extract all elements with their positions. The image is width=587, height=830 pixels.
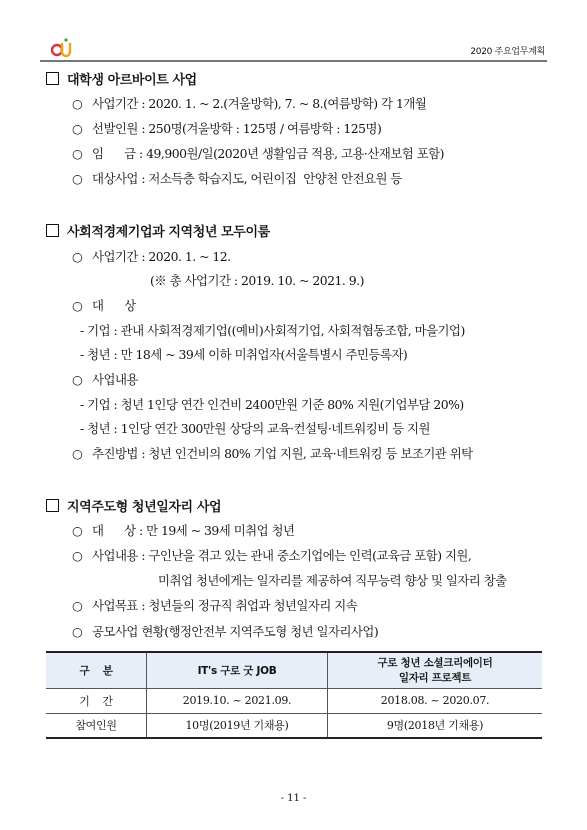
- list-item: ○ 선발인원 : 250명(겨울방학 : 125명 / 여름방학 : 125명): [72, 121, 382, 136]
- list-item: ○ 사업내용: [72, 372, 138, 387]
- sub-item: - 기업 : 관내 사회적경제기업((예비)사회적기업, 사회적협동조합, 마을기업): [80, 323, 465, 338]
- checkbox-square-icon: [46, 224, 59, 237]
- list-item: ○ 사업기간 : 2020. 1. ~ 2.(겨울방학), 7. ~ 8.(여름방학) 각 1개월: [72, 96, 427, 111]
- table-header-row: [46, 652, 542, 688]
- list-item: ○ 임 금 : 49,900원/일(2020년 생활임금 적용, 고용·산재보험 포함): [72, 146, 444, 161]
- sub-item: - 기업 : 청년 1인당 연간 인건비 2400만원 기준 80% 지원(기업부담 20%): [80, 397, 464, 412]
- section-title-university-parttime: 대학생 아르바이트 사업: [46, 69, 197, 88]
- table-header-cell: 구로 청년 소셜크리에이터 일자리 프로젝트: [328, 652, 543, 688]
- section-title-social-economy: 사회적경제기업과 지역청년 모두이룸: [46, 221, 270, 240]
- list-item: ○ 추진방법 : 청년 인건비의 80% 기업 지원, 교육·네트워킹 등 보조기관 위탁: [72, 446, 473, 461]
- table-row: [46, 688, 542, 713]
- list-continuation: 미취업 청년에게는 일자리를 제공하여 직무능력 향상 및 일자리 창출: [158, 573, 507, 588]
- table-row: [46, 713, 542, 738]
- table-cell: 9명(2018년 기채용): [328, 713, 543, 738]
- list-item: ○ 사업기간 : 2020. 1. ~ 12.: [72, 249, 231, 264]
- guro-logo-icon: [48, 37, 74, 59]
- table-cell: 2018.08. ~ 2020.07.: [328, 688, 543, 713]
- table-cell: 참여인원: [46, 713, 147, 738]
- table-cell: 기 간: [46, 688, 147, 713]
- list-item: ○ 사업목표 : 청년들의 정규직 취업과 청년일자리 지속: [72, 598, 358, 613]
- page-number: - 11 -: [280, 793, 307, 804]
- header-divider: [40, 60, 547, 62]
- sub-item: - 청년 : 1인당 연간 300만원 상당의 교육·컨설팅·네트워킹비 등 지원: [80, 421, 430, 436]
- list-item: ○ 사업내용 : 구인난을 겪고 있는 관내 중소기업에는 인력(교육금 포함) 지원,: [72, 548, 472, 563]
- table-cell: 2019.10. ~ 2021.09.: [147, 688, 328, 713]
- checkbox-square-icon: [46, 72, 59, 85]
- youth-jobs-table: [46, 651, 542, 739]
- list-item: ○ 대 상: [72, 298, 136, 313]
- sub-item: - 청년 : 만 18세 ~ 39세 이하 미취업자(서울특별시 주민등록자): [80, 347, 408, 362]
- document-header-title: 2020 주요업무계획: [470, 47, 545, 57]
- table-cell: 10명(2019년 기채용): [147, 713, 328, 738]
- list-note: (※ 총 사업기간 : 2019. 10. ~ 2021. 9.): [150, 273, 364, 288]
- list-item: ○ 공모사업 현황(행정안전부 지역주도형 청년 일자리사업): [72, 624, 379, 639]
- section-title-regional-youth-jobs: 지역주도형 청년일자리 사업: [46, 496, 221, 515]
- table-header-cell: 구 분: [46, 652, 147, 688]
- list-item: ○ 대 상 : 만 19세 ~ 39세 미취업 청년: [72, 523, 295, 538]
- list-item: ○ 대상사업 : 저소득층 학습지도, 어린이집 안양천 안전요원 등: [72, 171, 402, 186]
- table-header-cell: IT's 구로 굿 JOB: [147, 652, 328, 688]
- checkbox-square-icon: [46, 499, 59, 512]
